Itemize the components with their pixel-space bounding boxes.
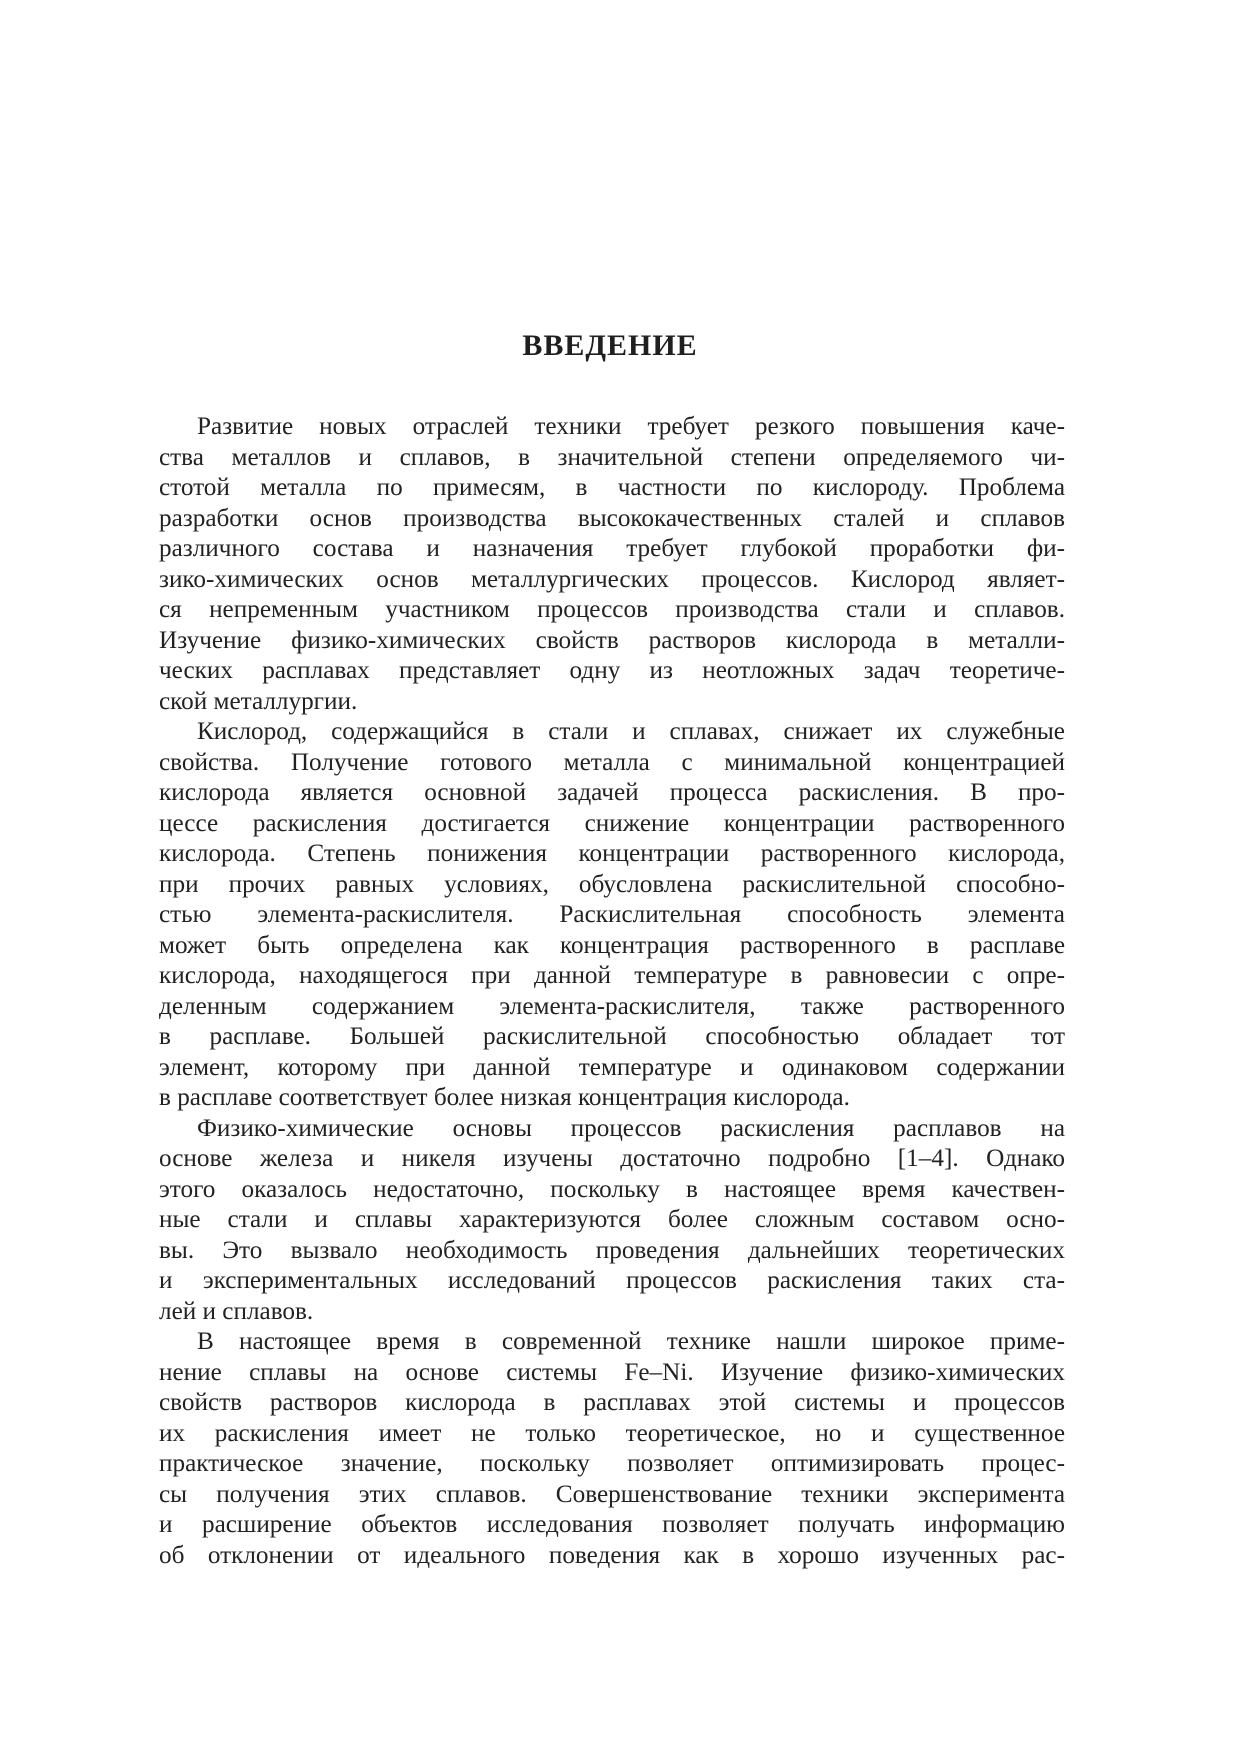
text-line: кислорода, находящегося при данной температуре в равновесии с опре- [159,962,1065,989]
text-line: зико-химических основ металлургических процессов. Кислород являет- [159,565,1065,593]
text-line: элемент, которому при данной температуре и одинаковом содержании [159,1053,1065,1081]
paragraph [159,1327,1065,1571]
text-line: В настоящее время в современной технике нашли широкое приме- [197,1328,1065,1355]
text-line: вы. Это вызвало необходимость проведения дальнейших теоретических [159,1236,1065,1264]
text-line: об отклонении от идеального поведения как в хорошо изученных рас- [159,1541,1065,1569]
text-line: цессе раскисления достигается снижение концентрации растворенного [159,809,1065,837]
text-line: и расширение объектов исследования позволяет получать информацию [159,1511,1065,1538]
text-line: их раскисления имеет не только теоретическое, но и существенное [159,1419,1065,1447]
body-text [159,412,1065,1571]
text-line: в расплаве. Большей раскислительной способностью обладает тот [159,1023,1065,1050]
text-line: практическое значение, поскольку позволяет оптимизировать процес- [159,1450,1065,1477]
text-line: ской металлургии. [159,687,358,715]
text-line: может быть определена как концентрация растворенного в расплаве [159,931,1065,959]
text-line: в расплаве соответствует более низкая концентрация кислорода. [159,1084,850,1111]
text-line: свойств растворов кислорода в расплавах этой системы и процессов [159,1389,1065,1416]
text-line: кислорода является основной задачей процесса раскисления. В про- [159,779,1065,806]
text-line: свойства. Получение готового металла с минимальной концентрацией [159,748,1065,776]
text-line: стотой металла по примесям, в частности по кислороду. Проблема [159,474,1065,501]
text-line: различного состава и назначения требует глубокой проработки фи- [159,535,1065,562]
text-line: сы получения этих сплавов. Совершенствование техники эксперимента [159,1480,1065,1508]
text-line: Физико-химические основы процессов раскисления расплавов на [197,1114,1065,1142]
paragraph [159,1114,1065,1328]
text-line: разработки основ производства высококачественных сталей и сплавов [159,504,1065,532]
text-line: Развитие новых отраслей техники требует резкого повышения каче- [197,413,1065,440]
text-line: при прочих равных условиях, обусловлена раскислительной способно- [159,870,1065,898]
text-line: ства металлов и сплавов, в значительной степени определяемого чи- [159,443,1065,471]
paragraph [159,412,1065,717]
text-line: нение сплавы на основе системы Fe–Ni. Изучение физико-химических [159,1358,1065,1386]
text-line: ческих расплавах представляет одну из неотложных задач теоретиче- [159,657,1065,684]
text-line: основе железа и никеля изучены достаточно подробно [1–4]. Однако [159,1145,1065,1172]
section-title: ВВЕДЕНИЕ [522,329,698,362]
text-line: лей и сплавов. [159,1297,314,1325]
text-line: ся непременным участником процессов производства стали и сплавов. [159,596,1065,623]
text-line: ные стали и сплавы характеризуются более сложным составом осно- [159,1206,1065,1233]
text-line: стью элемента-раскислителя. Раскислительная способность элемента [159,901,1065,928]
text-line: и экспериментальных исследований процессов раскисления таких ста- [159,1267,1065,1294]
text-line: деленным содержанием элемента-раскислителя, также растворенного [159,992,1065,1020]
text-line: кислорода. Степень понижения концентрации растворенного кислорода, [159,840,1065,867]
text-line: Изучение физико-химических свойств растворов кислорода в металли- [159,626,1065,654]
text-line: этого оказалось недостаточно, поскольку в настоящее время качествен- [159,1175,1065,1203]
paragraph [159,717,1065,1114]
text-line: Кислород, содержащийся в стали и сплавах, снижает их служебные [197,718,1065,745]
